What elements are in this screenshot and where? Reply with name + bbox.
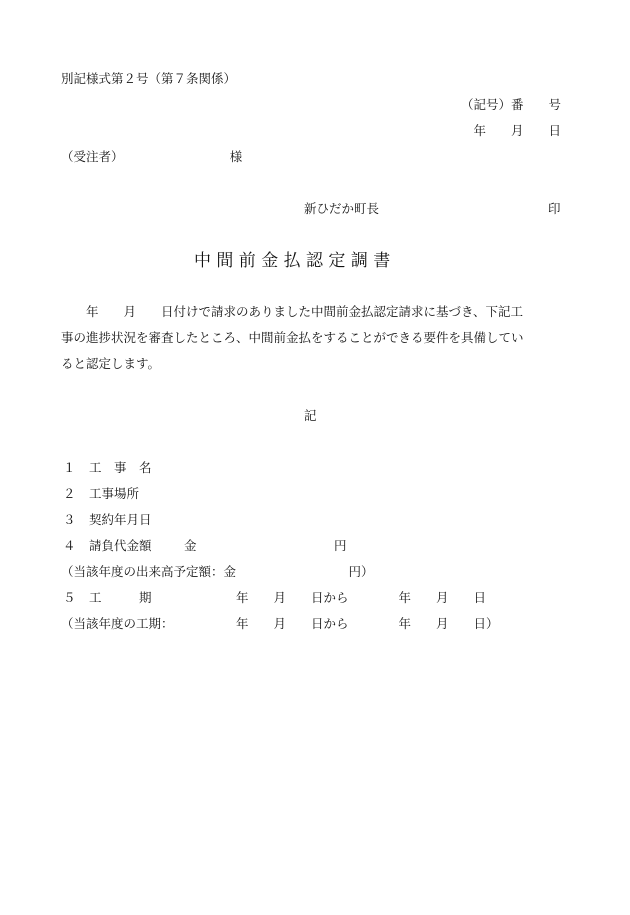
item-value: 金 円 <box>184 538 347 553</box>
item-number: ３ <box>63 512 76 527</box>
item-number: １ <box>63 460 76 475</box>
item-value: 年 月 日から 年 月 日） <box>236 616 499 631</box>
item-number: ５ <box>63 590 76 605</box>
item-number: ４ <box>63 538 76 553</box>
item-value: 年 月 日から 年 月 日 <box>236 590 487 605</box>
item-label: 工 事 名 <box>89 460 152 475</box>
date-line: 年 月 日 <box>473 123 561 138</box>
item-label: 請負代金額 <box>89 538 152 553</box>
item-label: 契約年月日 <box>89 512 152 527</box>
issuer-name: 新ひだか町長 <box>304 201 380 216</box>
item-number: ２ <box>63 486 76 501</box>
seal-mark: 印 <box>548 201 561 216</box>
body-text-line-1: 年 月 日付けで請求のありました中間前金払認定請求に基づき、下記工 <box>61 304 524 319</box>
body-text-line-3: ると認定します。 <box>61 356 161 371</box>
item-subnote: （当該年度の出来高予定額：金 円） <box>61 564 374 579</box>
ki-note-heading: 記 <box>304 408 317 423</box>
recipient-line: （受注者） 様 <box>61 149 243 164</box>
document-number-line: （記号）番 号 <box>460 97 561 112</box>
item-subnote: （当該年度の工期： <box>61 616 174 631</box>
item-label: 工事場所 <box>89 486 140 501</box>
document-title: 中 間 前 金 払 認 定 調 書 <box>194 251 391 271</box>
form-label: 別記様式第２号（第７条関係） <box>61 71 237 86</box>
body-text-line-2: 事の進捗状況を審査したところ、中間前金払をすることができる要件を具備してい <box>61 330 524 345</box>
item-label: 工 期 <box>89 590 152 605</box>
